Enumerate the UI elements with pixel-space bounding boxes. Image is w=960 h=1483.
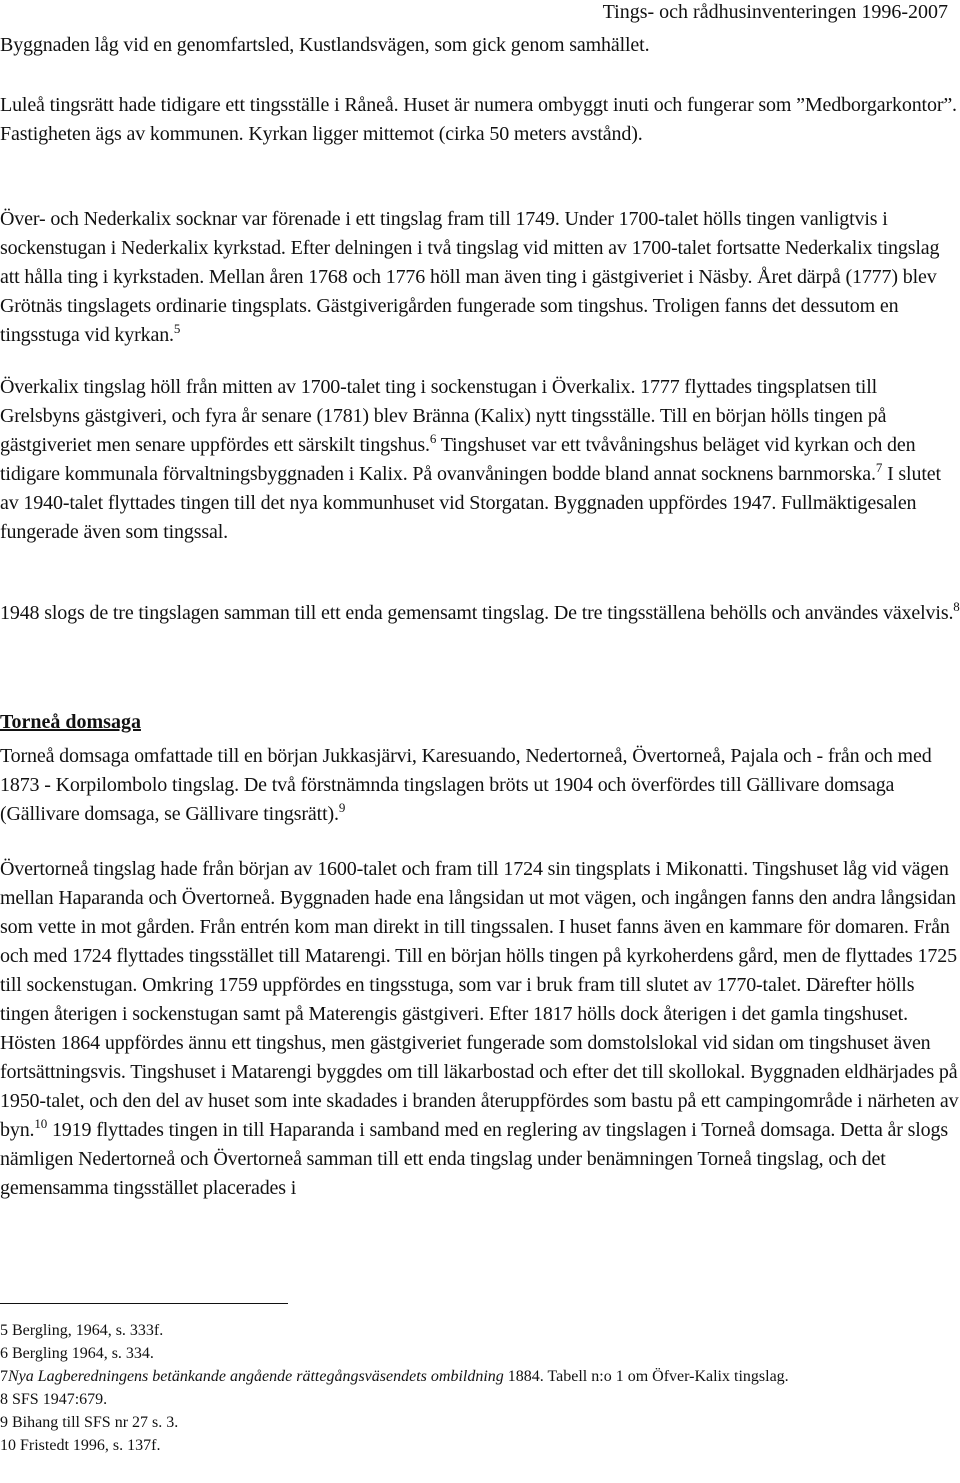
- footnote-item: [0, 1365, 960, 1388]
- section-heading-tornea-domsaga: Torneå domsaga: [0, 711, 141, 733]
- text-run: 9 Bihang till SFS nr 27 s. 3.: [0, 1414, 179, 1431]
- paragraph-tornea-domsaga: [0, 742, 960, 829]
- footnote-reference: 10: [34, 1116, 48, 1131]
- paragraph-overtornea: [0, 855, 960, 1203]
- text-run: 8 SFS 1947:679.: [0, 1391, 108, 1408]
- text-run: Byggnaden låg vid en genomfartsled, Kustlandsvägen, som gick genom samhället.: [0, 34, 650, 56]
- footnote-reference: 7: [875, 460, 883, 475]
- text-run: Luleå tingsrätt hade tidigare ett tingsställe i Råneå. Huset är numera ombyggt inuti och fungerar som ”Medborgarkontor”. Fastigheten ägs av kommunen. Kyrkan ligger mittemot (cirka 50 meters avstånd).: [0, 94, 957, 145]
- text-run: Torneå domsaga omfattade till en början Jukkasjärvi, Karesuando, Nedertorneå, Övertorneå, Pajala och - från och med 1873 - Korpilombolo tingslag. De två förstnämnda tingslagen bröts ut 1904 och överfördes till Gällivare domsaga (Gällivare domsaga, se Gällivare tingsrätt).: [0, 745, 932, 825]
- text-run: Övertorneå tingslag hade från början av 1600-talet och fram till 1724 sin tingsplats i Mikonatti. Tingshuset låg vid vägen mellan Haparanda och Övertorneå. Byggnaden hade ena långsidan ut mot vägen, och ingången fanns den andra långsidan som vette in mot gården. Från entrén kom man direkt in till tingssalen. I huset fanns även en kammare för domaren. Från och med 1724 flyttades tingsstället till Matarengi. Till en början hölls tingen på kyrkoherdens gård, men de flyttades 1725 till sockenstugan. Omkring 1759 uppfördes en tingsstuga, som var i bruk fram till slutet av 1770-talet. Därefter hölls tingen återigen i sockenstugan samt på Materengis gästgiveri. Efter 1817 hölls dock återigen i det gamla tingshuset. Hösten 1864 uppfördes ännu ett tingshus, men gästgiveriet fungerade som domstolslokal vid sidan om tingshuset även fortsättningsvis. Tingshuset i Matarengi byggdes om till läkarbostad och efter det till skollokal. Byggnaden eldhärjades på 1950-talet, och den del av huset som inte skadades i branden återuppfördes som bastu på ett campingområde i närheten av byn.: [0, 858, 959, 1141]
- text-run: I slutet av 1940-talet flyttades tingen till det nya kommunhuset vid Storgatan. Byggnaden uppfördes 1947. Fullmäktigesalen fungerade även som tingssal.: [0, 463, 941, 543]
- footnote-item: [0, 1411, 960, 1434]
- paragraph-overkalix: [0, 373, 960, 547]
- paragraph-nederkalix: [0, 205, 960, 350]
- paragraph-1948: [0, 599, 960, 628]
- text-run: 1948 slogs de tre tingslagen samman till ett enda gemensamt tingslag. De tre tingsställena behölls och användes växelvis.: [0, 602, 954, 624]
- footnote-item: [0, 1434, 960, 1457]
- paragraph-kustlandsvagen: [0, 31, 960, 60]
- footnote-reference: 9: [338, 800, 346, 815]
- running-header: Tings- och rådhusinventeringen 1996-2007: [602, 1, 948, 23]
- footnote-reference: 8: [953, 599, 960, 614]
- text-run: Över- och Nederkalix socknar var förenade i ett tingslag fram till 1749. Under 1700-talet hölls tingen vanligtvis i sockenstugan i Nederkalix kyrkstad. Efter delningen i två tingslag vid mitten av 1700-talet fortsatte Nederkalix tingslag att hålla ting i kyrkstaden. Mellan åren 1768 och 1776 höll man även ting i gästgiveriet i Näsby. Året därpå (1777) blev Grötnäs tingslagets ordinarie tingsplats. Gästgiverigården fungerade som tingshus. Troligen fanns det dessutom en tingsstuga vid kyrkan.: [0, 208, 940, 346]
- footnote-reference: 5: [173, 321, 181, 336]
- footnote-item: [0, 1388, 960, 1411]
- text-run: 10 Fristedt 1996, s. 137f.: [0, 1437, 161, 1454]
- text-run: 6 Bergling 1964, s. 334.: [0, 1345, 154, 1362]
- text-run: Överkalix tingslag höll från mitten av 1700-talet ting i sockenstugan i Överkalix. 1777 flyttades tingsplatsen till Grelsbyns gästgiveri, och fyra år senare (1781) blev Bränna (Kalix) nytt tingsställe. Till en början hölls tingen på gästgiveriet men senare uppfördes ett särskilt tingshus.: [0, 376, 887, 456]
- cited-title: Nya Lagberedningens betänkande angående rättegångsväsendets ombildning: [8, 1368, 504, 1385]
- text-run: Tingshuset var ett tvåvåningshus beläget vid kyrkan och den tidigare kommunala förvaltningsbyggnaden i Kalix. På ovanvåningen bodde bland annat socknens barnmorska.: [0, 434, 916, 485]
- footnote-item: [0, 1342, 960, 1365]
- footnote-reference: 6: [429, 431, 437, 446]
- footnote-separator: [0, 1303, 288, 1304]
- text-run: 7: [0, 1368, 8, 1385]
- text-run: 1884. Tabell n:o 1 om Öfver-Kalix tingslag.: [503, 1368, 789, 1385]
- text-run: 1919 flyttades tingen in till Haparanda i samband med en reglering av tingslagen i Torneå domsaga. Detta år slogs nämligen Nedertorneå och Övertorneå samman till ett enda tingslag under benämningen Torneå tingslag, och det gemensamma tingsstället placerades i: [0, 1119, 948, 1199]
- paragraph-lulea-ranea: [0, 91, 960, 149]
- footnote-item: [0, 1319, 960, 1342]
- footnotes-list: [0, 1319, 960, 1457]
- text-run: 5 Bergling, 1964, s. 333f.: [0, 1322, 164, 1339]
